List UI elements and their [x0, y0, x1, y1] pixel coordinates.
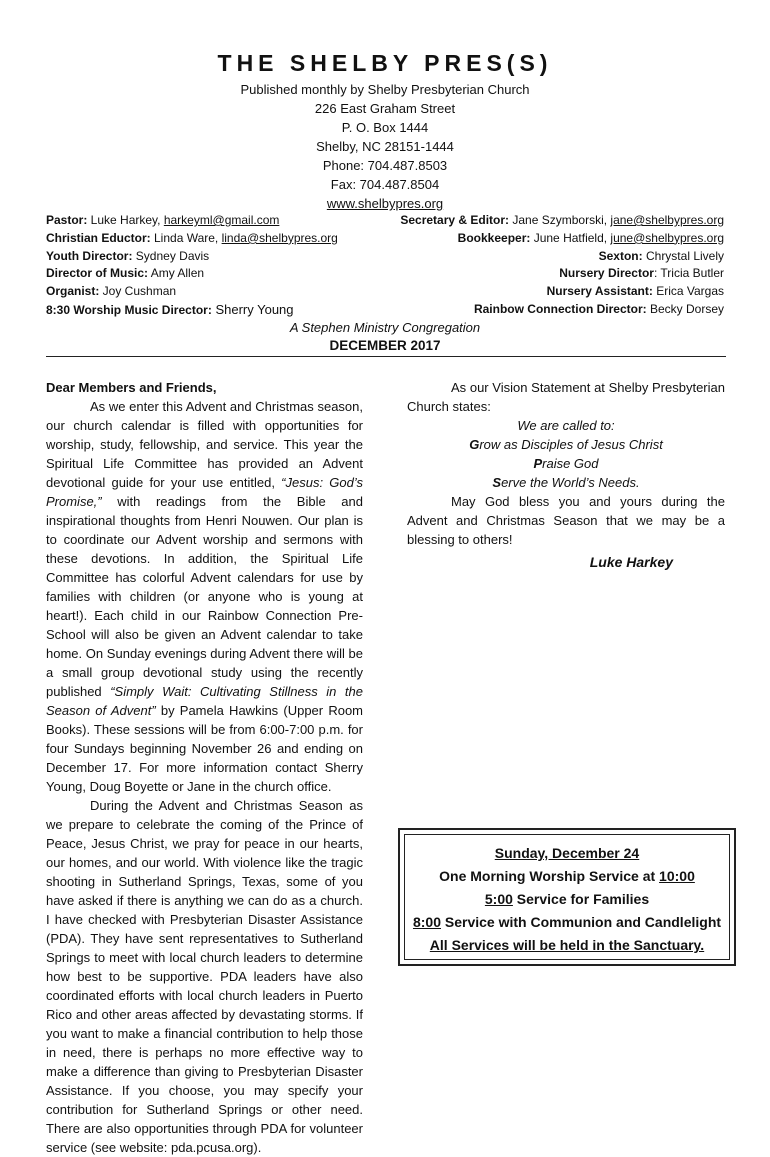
- letter-paragraph-1: As we enter this Advent and Christmas season, our church calendar is filled with opportunities for worship, study, fellowship, and service. This year the Spiritual Life Committee has provided an Advent devotional guide for your use entitled, “Jesus: God’s Promise,” with readings from the Bible and inspirational thoughts from Henri Nouwen. Our plan is to coordinate our Advent worship and sermons with these devotions. In addition, the Spiritual Life Committee has colorful Advent calendars for use by families with children (or anyone who is young at heart!). Each child in our Rainbow Connection Pre-School will also be given an Advent calendar to take home. On Sunday evenings during Advent there will be a small group devotional study using the recently published “Simply Wait: Cultivating Stillness in the Season of Advent” by Pamela Hawkins (Upper Room Books). These sessions will be from 6:00-7:00 p.m. for four Sundays beginning November 26 and ending on December 17. For more information contact Sherry Young, Doug Boyette or Jane in the church office.: [46, 399, 363, 794]
- vision-intro: We are called to:: [517, 418, 615, 433]
- letter-column-right: [407, 378, 725, 572]
- church-info: [0, 80, 770, 213]
- website-link[interactable]: www.shelbypres.org: [326, 196, 444, 211]
- staff-list-right: [400, 212, 724, 319]
- letter-signature: Luke Harkey: [589, 554, 673, 570]
- christmas-eve-notice: [398, 828, 736, 966]
- staff-music: Director of Music: Amy Allen: [46, 266, 205, 281]
- fax-line: Fax: 704.487.8504: [330, 177, 440, 192]
- letter-column-left: [46, 378, 363, 1157]
- staff-secretary: Secretary & Editor: Jane Szymborski, jane@shelbypres.org: [400, 213, 724, 227]
- email-link[interactable]: linda@shelbypres.org: [221, 230, 338, 245]
- notice-candlelight-service: 8:00 Service with Communion and Candlelight: [412, 914, 722, 930]
- newsletter-title: THE SHELBY PRES(S): [217, 50, 553, 76]
- staff-sexton: Sexton: Chrystal Lively: [598, 248, 724, 263]
- notice-morning-service: One Morning Worship Service at 10:00: [439, 868, 695, 884]
- issue-month: DECEMBER 2017: [329, 338, 441, 353]
- staff-educator: Christian Eductor: Linda Ware, linda@shelbypres.org: [46, 230, 338, 245]
- street-address: 226 East Graham Street: [314, 101, 456, 116]
- staff-list-left: [46, 212, 338, 320]
- staff-830-music: 8:30 Worship Music Director: Sherry Young: [46, 301, 294, 317]
- staff-nursery-director: Nursery Director: Tricia Butler: [559, 266, 724, 281]
- notice-date: Sunday, December 24: [494, 845, 640, 861]
- letter-greeting: Dear Members and Friends,: [46, 380, 217, 395]
- published-line: Published monthly by Shelby Presbyterian Church: [240, 82, 530, 97]
- phone-line: Phone: 704.487.8503: [322, 158, 448, 173]
- po-box: P. O. Box 1444: [341, 120, 429, 135]
- staff-bookkeeper: Bookkeeper: June Hatfield, june@shelbypres.org: [457, 230, 724, 245]
- notice-family-service: 5:00 Service for Families: [484, 891, 650, 907]
- staff-nursery-assistant: Nursery Assistant: Erica Vargas: [546, 284, 724, 299]
- notice-inner: [404, 834, 730, 960]
- vision-grow: Grow as Disciples of Jesus Christ: [469, 437, 663, 452]
- vision-praise: Praise God: [533, 456, 599, 471]
- stephen-ministry-tagline: A Stephen Ministry Congregation: [289, 320, 481, 335]
- letter-paragraph-2: During the Advent and Christmas Season as we prepare to celebrate the coming of the Prince of Peace, Jesus Christ, we pray for peace in our hearts, our homes, and our world. With violence like the tragic shooting in Sutherland Springs, Texas, some of you have asked if there is anything we can do as a church. I have checked with Presbyterian Disaster Assistance (PDA). They have sent representatives to Sutherland Springs to meet with local church leaders to determine how best to be supportive. PDA leaders have also coordinated efforts with local church leaders in Puerto Rico and other areas affected by devastating storms. If you want to make a financial contribution to help those in need, there is perhaps no more effective way to make a difference than giving to Presbyterian Disaster Assistance. If you choose, you may specify your contribution for Sutherland Springs or other need. There are also opportunities through PDA for volunteer service (see website: pda.pcusa.org).: [46, 798, 363, 1155]
- letter-paragraph-4: May God bless you and yours during the Advent and Christmas Season that we may be a blessing to others!: [407, 494, 725, 547]
- staff-pastor: Pastor: Luke Harkey, harkeyml@gmail.com: [46, 213, 280, 227]
- city-line: Shelby, NC 28151-1444: [316, 139, 454, 154]
- notice-sanctuary: All Services will be held in the Sanctuary.: [429, 937, 705, 953]
- staff-organist: Organist: Joy Cushman: [46, 284, 177, 299]
- vision-serve: Serve the World’s Needs.: [492, 475, 640, 490]
- staff-youth: Youth Director: Sydney Davis: [46, 248, 210, 263]
- email-link[interactable]: jane@shelbypres.org: [610, 213, 724, 227]
- email-link[interactable]: harkeyml@gmail.com: [163, 213, 280, 227]
- staff-rainbow-director: Rainbow Connection Director: Becky Dorsey: [473, 301, 724, 316]
- header-divider: [46, 356, 726, 357]
- email-link[interactable]: june@shelbypres.org: [610, 230, 724, 245]
- letter-paragraph-3: As our Vision Statement at Shelby Presbyterian Church states:: [407, 380, 725, 414]
